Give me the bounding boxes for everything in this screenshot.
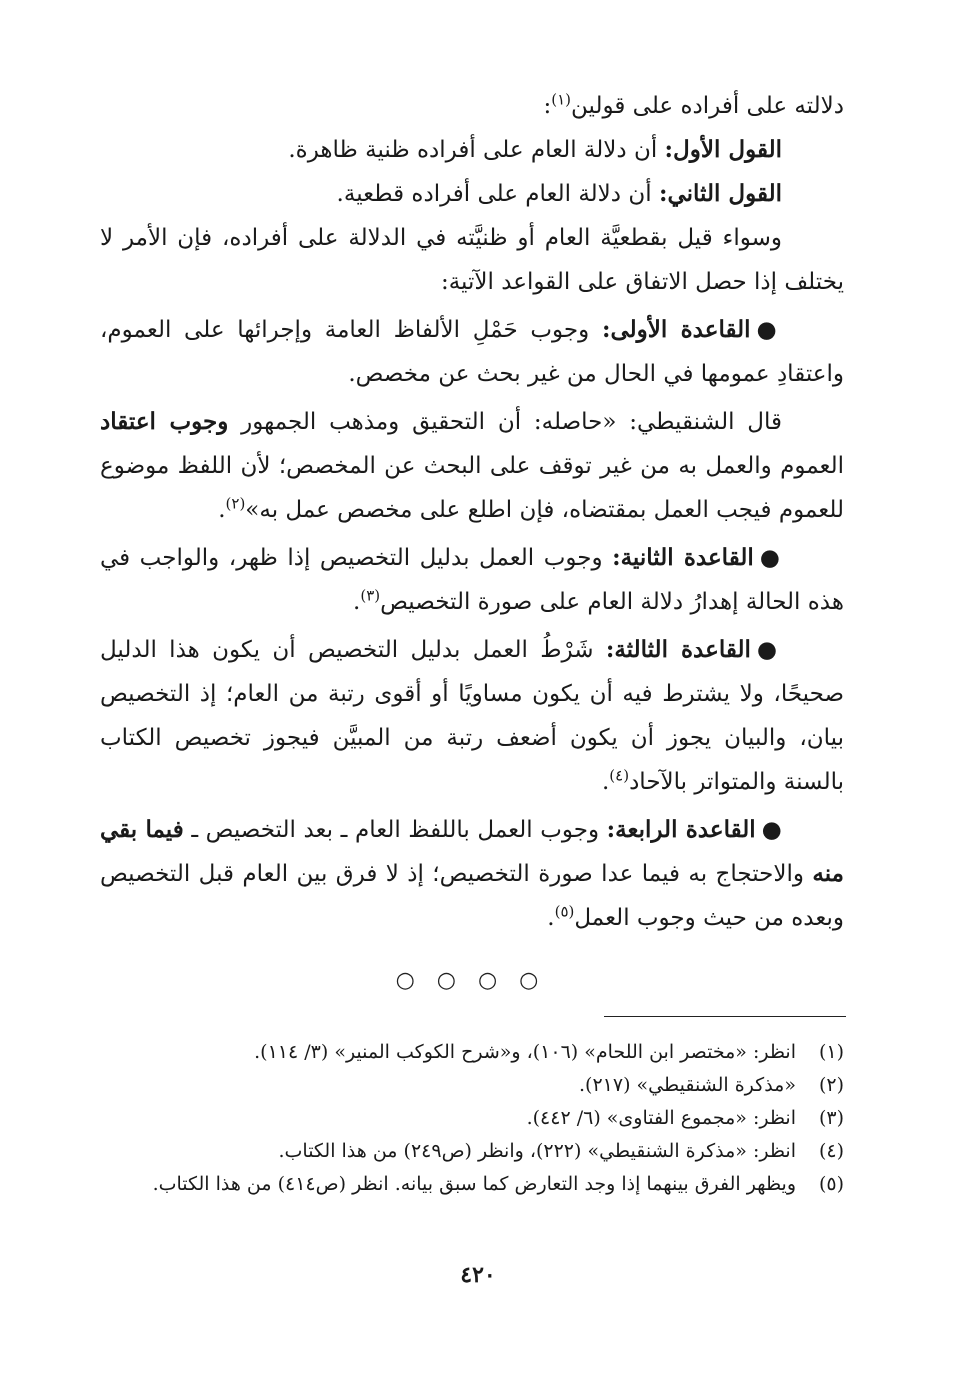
rule-four-end: . [547,905,555,931]
footnote-ref-5: (٥) [554,902,575,921]
footnote-text: «مذكرة الشنقيطي» (٢١٧). [579,1074,796,1096]
footnote-number: (١) [818,1041,844,1063]
footnote-item [110,1069,844,1102]
main-text [100,84,844,940]
first-opinion-label: القول الأول: [664,136,782,163]
footnote-text: انظر: «مذكرة الشنقيطي» (٢٢٢)، وانظر (ص٢٤٩) من هذا الكتاب. [278,1140,796,1162]
footnote-ref-1: (١) [551,90,571,109]
first-opinion [100,128,844,172]
rule-three [100,628,844,804]
rule-two-text: وجوب العمل بدليل التخصيص إذا ظهر، والواجب في هذه الحالة إهدارُ دلالة العام على صورة التخصيص [100,545,844,615]
rule-two-label: القاعدة الثانية: [612,544,754,571]
quote-bold-phrase: وجوب اعتقاد [100,408,229,435]
rule-four [100,808,844,940]
rule-two [100,536,844,624]
page-number: ٤٢٠ [460,1262,496,1288]
second-opinion-label: القول الثاني: [658,180,782,207]
footnote-ref-3: (٣) [360,586,381,605]
first-opinion-text: أن دلالة العام على أفراده ظنية ظاهرة. [288,137,665,163]
rule-one-text: وجوب حَمْلِ الألفاظ العامة وإجرائها على العموم، واعتقادِ عمومها في الحال من غير بحث عن مخصص. [100,317,844,387]
bullet-icon: ● [759,544,783,571]
shinqiti-quote [100,400,844,532]
rule-four-text-start: وجوب العمل باللفظ العام ـ بعد التخصيص ـ [183,817,607,843]
quote-text-rest: العموم والعمل به من غير توقف على البحث عن المخصص؛ لأن اللفظ موضوع للعموم فيجب العمل بمقتضاه، فإن اطلع على مخصص عمل به» [100,453,844,523]
rule-four-label: القاعدة الرابعة: [606,816,756,843]
rule-two-end: . [353,589,361,615]
section-separator: ○○○○ [395,968,561,993]
quote-end: . [218,497,226,523]
rule-one [100,308,844,396]
bullet-icon: ● [756,316,782,343]
rule-four-text-rest: والاحتجاج به فيما عدا صورة التخصيص؛ إذ لا فرق بين العام قبل التخصيص وبعده من حيث وجوب العمل [100,861,844,931]
footnote-divider [604,1016,846,1017]
footnote-ref-2: (٢) [225,494,246,513]
footnote-item [110,1036,844,1069]
footnote-number: (٢) [818,1074,844,1096]
intro-line [100,84,844,128]
paragraph-general: وسواء قيل بقطعيَّة العام أو ظنيَّته في الدلالة على أفراده، فإن الأمر لا يختلف إذا حصل الاتفاق على القواعد الآتية: [100,225,844,295]
footnote-text: انظر: «مختصر ابن اللحام» (١٠٦)، و«شرح الكوكب المنير» (٣/ ١١٤). [254,1041,796,1063]
quote-text-start: قال الشنقيطي: «حاصله: أن التحقيق ومذهب الجمهور [228,409,782,435]
intro-end: : [543,93,552,119]
footnote-item [110,1102,844,1135]
rule-three-end: . [601,769,610,795]
footnote-text: ويظهر الفرق بينهما إذا وجد التعارض كما سبق بيانه. انظر (ص٤١٤) من هذا الكتاب. [152,1173,796,1195]
rule-four-bold-phrase: فيما بقي منه [100,816,844,887]
rule-one-label: القاعدة الأولى: [601,316,751,343]
bullet-icon: ● [761,816,782,843]
bullet-icon: ● [756,636,782,663]
footnote-number: (٣) [818,1107,844,1129]
footnote-item [110,1135,844,1168]
footnote-ref-4: (٤) [609,766,630,785]
footnote-number: (٥) [818,1173,844,1195]
footnote-text: انظر: «مجموع الفتاوى» (٦/ ٤٤٢). [526,1107,796,1129]
footnotes [110,1036,844,1201]
second-opinion [100,172,844,216]
rule-three-label: القاعدة الثالثة: [605,636,751,663]
rule-three-text: شَرْطُ العمل بدليل التخصيص أن يكون هذا الدليل صحيحًا، ولا يشترط فيه أن يكون مساويًا أو أقوى رتبة من العام؛ إذ التخصيص بيان، والبيان يجوز أن يكون أضعف رتبة من المبيَّن فيجوز تخصيص الكتاب بالسنة والمتواتر بالآحاد [100,637,844,795]
footnote-number: (٤) [818,1140,844,1162]
second-opinion-text: أن دلالة العام على أفراده قطعية. [336,181,659,207]
footnote-item [110,1168,844,1201]
intro-text: دلالته على أفراده على قولين [571,93,844,119]
